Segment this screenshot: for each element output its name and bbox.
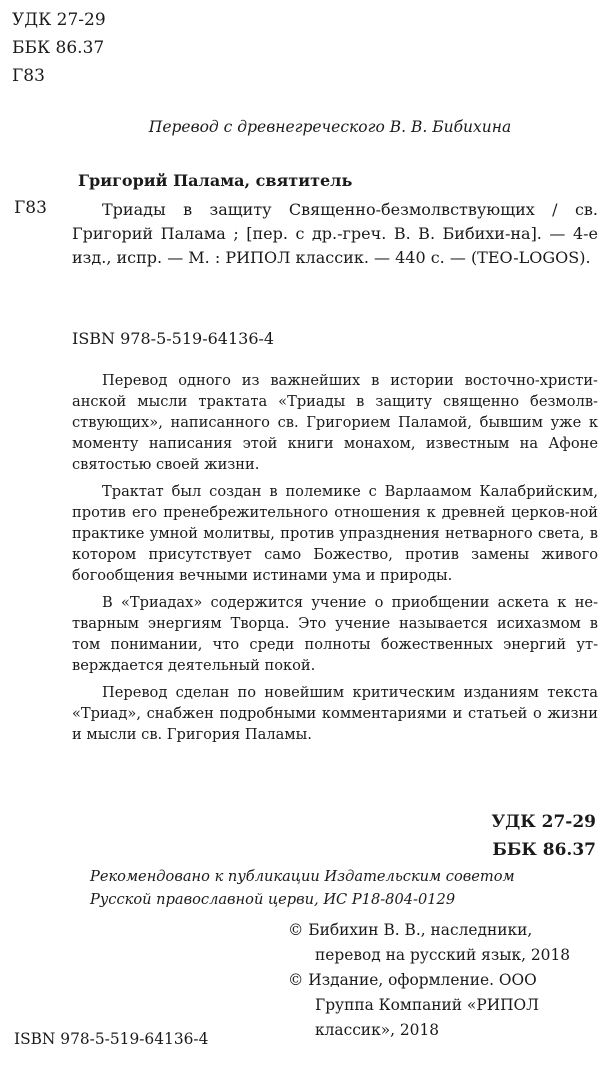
bbk-code-bottom: ББК 86.37: [492, 840, 596, 860]
author-heading: Григорий Палама, святитель: [78, 171, 353, 190]
copyright-line: Группа Компаний «РИПОЛ: [315, 996, 540, 1014]
udk-code: УДК 27-29: [12, 10, 106, 30]
recommendation-line: Русской православной церви, ИС Р18-804-0129: [90, 891, 456, 908]
classification-codes-bottom: [491, 808, 596, 864]
copyright-line: классик», 2018: [315, 1021, 440, 1039]
bbk-code: ББК 86.37: [12, 38, 105, 58]
annotation: [72, 370, 598, 751]
isbn-bottom: ISBN 978-5-519-64136-4: [14, 1030, 209, 1048]
publication-recommendation: [90, 865, 515, 911]
recommendation-line: Рекомендовано к публикации Издательским советом: [90, 868, 515, 885]
copyright-block: [288, 918, 570, 1043]
isbn-middle: ISBN 978-5-519-64136-4: [72, 329, 275, 348]
side-author-sign: Г83: [14, 198, 47, 218]
copyright-line: перевод на русский язык, 2018: [315, 946, 571, 964]
udk-code-bottom: УДК 27-29: [491, 812, 596, 832]
annotation-paragraph: Перевод сделан по новейшим критическим изданиям текста «Триад», снабжен подробными комментариями и статьей о жизни и мысли св. Григория Паламы.: [72, 684, 598, 743]
copyright-line: © Издание, оформление. ООО: [288, 971, 537, 989]
classification-codes-top: [12, 6, 106, 90]
bibliographic-description: [72, 198, 598, 270]
author-sign: Г83: [12, 66, 45, 86]
bibliographic-text: Триады в защиту Священно-безмолвствующих / св. Григорий Палама ; [пер. с др.-греч. В. В. Бибихи-на]. — 4-е изд., испр. — М. : РИПОЛ классик. — 440 с. — (TEO-LOGOS).: [72, 200, 598, 267]
annotation-paragraph: В «Триадах» содержится учение о приобщении аскета к не-тварным энергиям Творца. Это учение называется исихазмом в том понимании, что среди полноты божественных энергий ут-верждается деятельный покой.: [72, 594, 598, 674]
copyright-line: © Бибихин В. В., наследники,: [288, 921, 533, 939]
annotation-paragraph: Перевод одного из важнейших в истории восточно-христи-анской мысли трактата «Триады в защиту священно безмолв-ствующих», написанного св. Григорием Паламой, бывшим уже к моменту написания этой книги монахом, известным на Афоне святостью своей жизни.: [72, 372, 598, 473]
annotation-paragraph: Трактат был создан в полемике с Варлаамом Калабрийским, против его пренебрежительного отношения к древней церков-ной практике умной молитвы, против упразднения нетварного света, в котором присутствует само Божество, против замены живого богообщения вечными истинами ума и природы.: [72, 483, 598, 584]
translator-note: Перевод с древнегреческого В. В. Бибихина: [148, 118, 512, 136]
